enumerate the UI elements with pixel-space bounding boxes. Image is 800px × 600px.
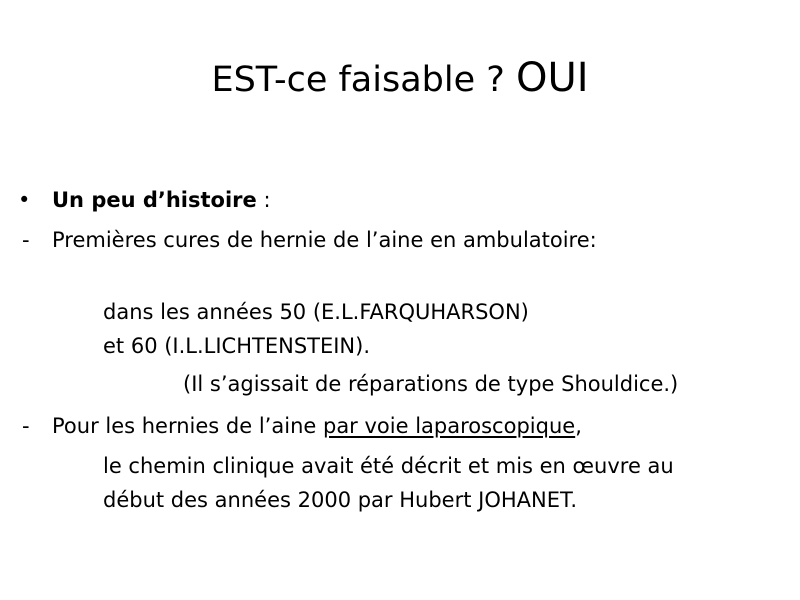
laparoscopic-line: [52, 412, 582, 440]
history-heading: [52, 186, 271, 214]
clinical-path-line: le chemin clinique avait été décrit et mis en œuvre au: [103, 454, 674, 478]
first-cures-line: Premières cures de hernie de l’aine en ambulatoire:: [52, 228, 597, 252]
johanet-line: début des années 2000 par Hubert JOHANET.: [103, 488, 577, 512]
dash-marker-1: -: [22, 228, 30, 252]
shouldice-note: (Il s’agissait de réparations de type Shouldice.): [183, 372, 679, 396]
bullet-marker: •: [18, 188, 31, 212]
lichtenstein-line: et 60 (I.L.LICHTENSTEIN).: [103, 334, 371, 358]
laparoscopic-line-prefix: Pour les hernies de l’aine: [52, 414, 323, 438]
laparoscopic-underlined: par voie laparoscopique: [322, 414, 576, 438]
slide-title-question: EST-ce faisable ?: [211, 60, 505, 100]
slide-title-answer: OUI: [515, 55, 589, 101]
dash-marker-2: -: [22, 414, 30, 438]
history-heading-label: Un peu d’histoire: [52, 188, 257, 212]
laparoscopic-line-comma: ,: [575, 414, 582, 438]
history-heading-colon: :: [256, 188, 271, 212]
slide-title: [0, 52, 800, 106]
farquharson-line: dans les années 50 (E.L.FARQUHARSON): [103, 300, 529, 324]
